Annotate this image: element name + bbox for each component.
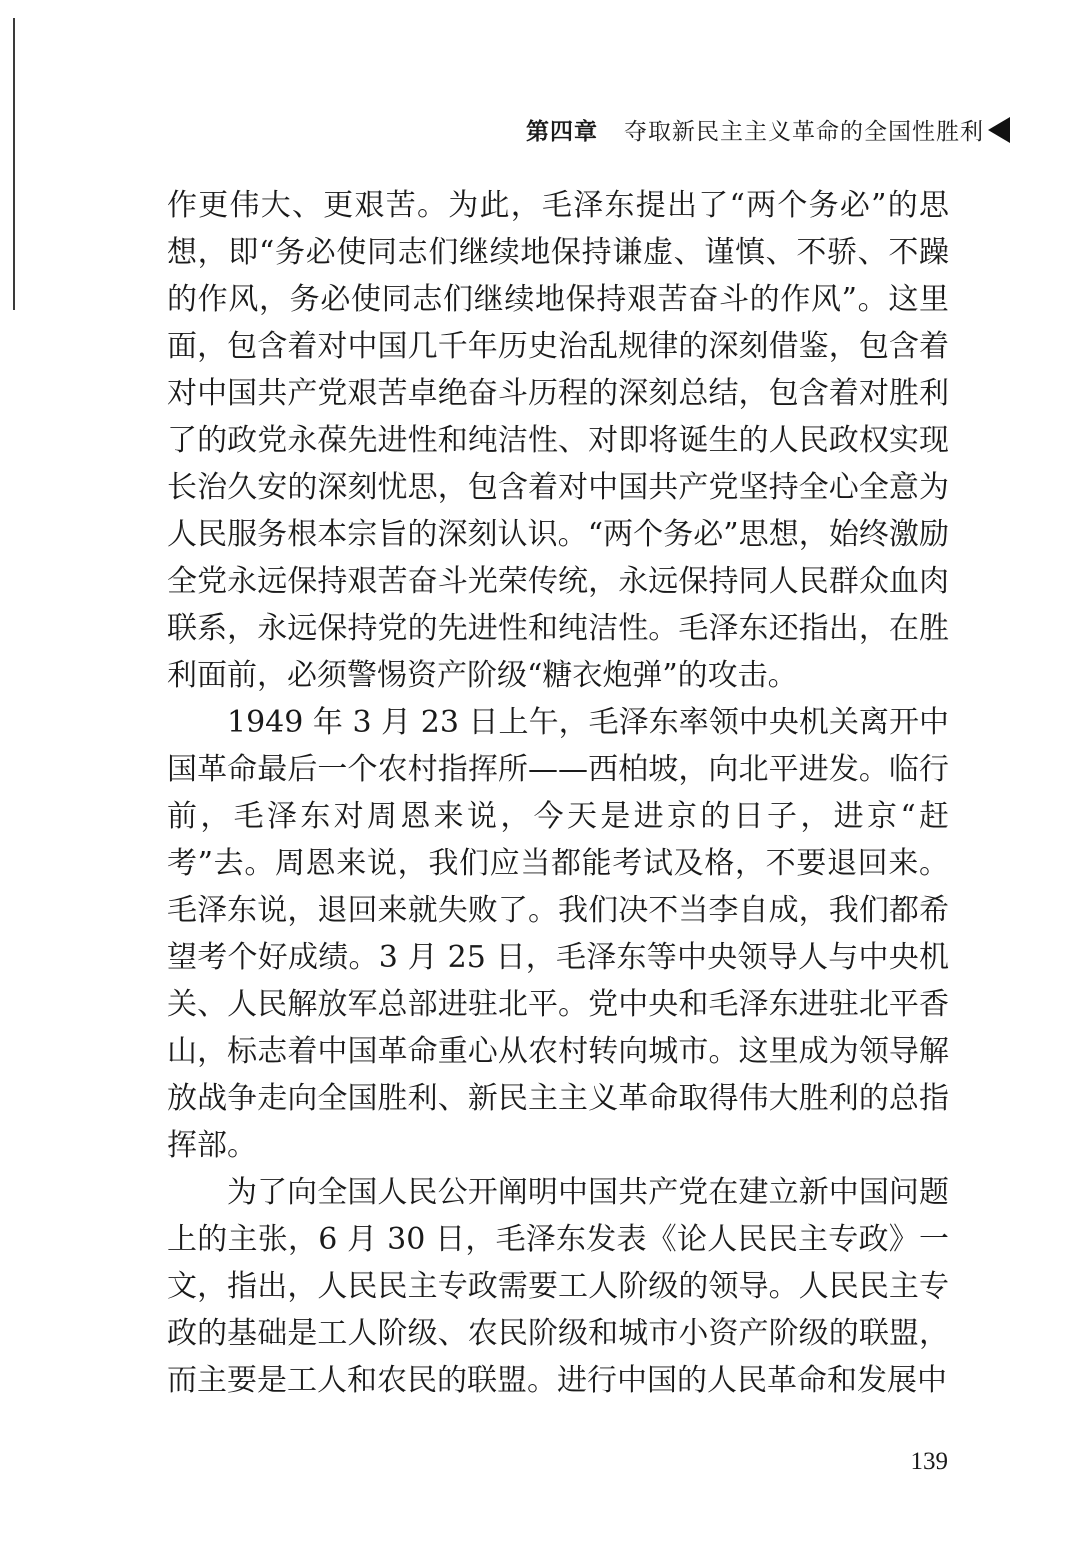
paragraph-3: 为了向全国人民公开阐明中国共产党在建立新中国问题上的主张，6 月 30 日，毛泽东发表《论人民民主专政》一文，指出，人民民主专政需要工人阶级的领导。人民民主专政的基础是工人阶级、农民阶级和城市小资产阶级的联盟，而主要是工人和农民的联盟。进行中国的人民革命和发展中 [167,1175,949,1398]
body-text [167,182,949,1404]
left-triangle-icon [988,117,1010,143]
chapter-title: 夺取新民主主义革命的全国性胜利 [624,119,984,145]
paragraph-2: 1949 年 3 月 23 日上午，毛泽东率领中央机关离开中国革命最后一个农村指挥所——西柏坡，向北平进发。临行前，毛泽东对周恩来说，今天是进京的日子，进京“赶考”去。周恩来说，我们应当都能考试及格，不要退回来。毛泽东说，退回来就失败了。我们决不当李自成，我们都希望考个好成绩。3 月 25 日，毛泽东等中央领导人与中央机关、人民解放军总部进驻北平。党中央和毛泽东进驻北平香山，标志着中国革命重心从农村转向城市。这里成为领导解放战争走向全国胜利、新民主主义革命取得伟大胜利的总指挥部。 [167,705,949,1163]
chapter-label: 第四章 [526,119,598,145]
margin-rule [13,18,15,310]
paragraph-1: 作更伟大、更艰苦。为此，毛泽东提出了“两个务必”的思想，即“务必使同志们继续地保持谦虚、谨慎、不骄、不躁的作风，务必使同志们继续地保持艰苦奋斗的作风”。这里面，包含着对中国几千年历史治乱规律的深刻借鉴，包含着对中国共产党艰苦卓绝奋斗历程的深刻总结，包含着对胜利了的政党永葆先进性和纯洁性、对即将诞生的人民政权实现长治久安的深刻忧思，包含着对中国共产党坚持全心全意为人民服务根本宗旨的深刻认识。“两个务必”思想，始终激励全党永远保持艰苦奋斗光荣传统，永远保持同人民群众血肉联系，永远保持党的先进性和纯洁性。毛泽东还指出，在胜利面前，必须警惕资产阶级“糖衣炮弹”的攻击。 [167,188,949,693]
running-header [526,113,984,146]
page-number: 139 [910,1448,948,1475]
